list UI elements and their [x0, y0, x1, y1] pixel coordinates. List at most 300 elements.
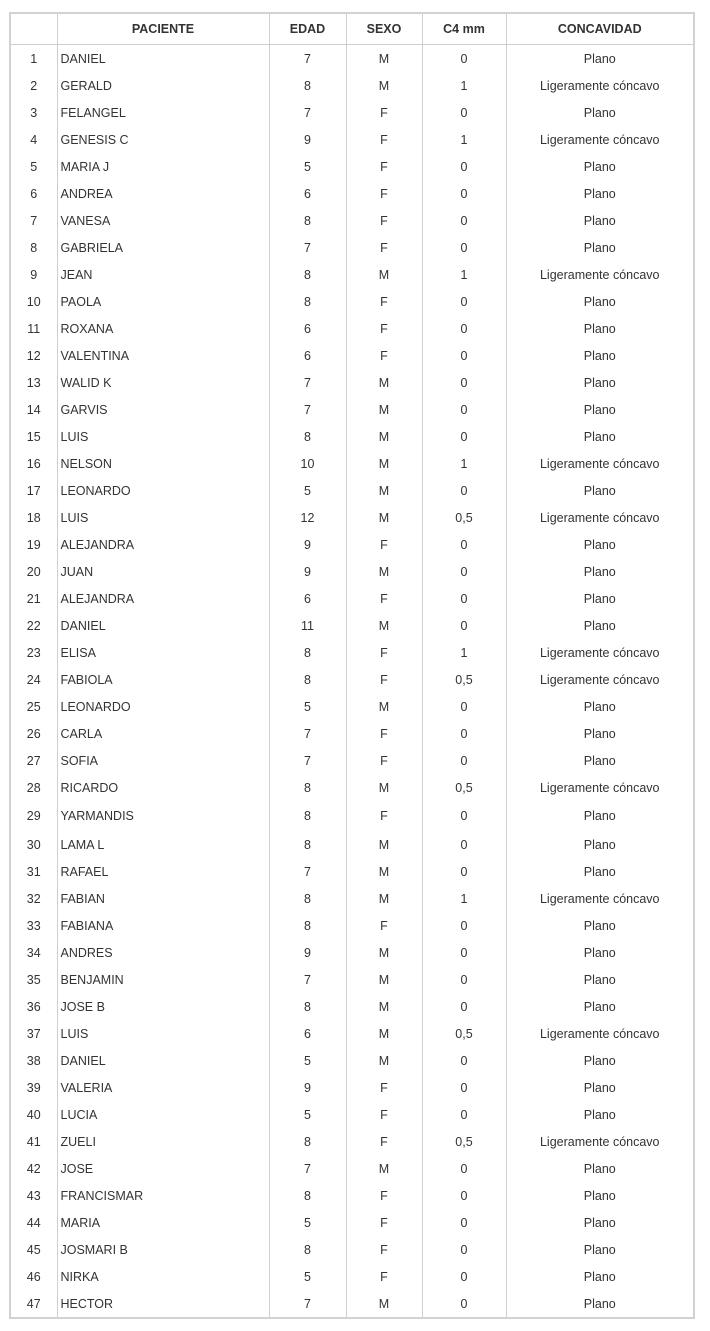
sex-cell: F	[346, 153, 422, 180]
patient-name: JOSMARI B	[57, 1236, 269, 1263]
c4-cell: 0	[422, 423, 506, 450]
sex-cell: M	[346, 885, 422, 912]
concavity-cell: Plano	[583, 402, 616, 417]
concavity-cell: Plano	[583, 240, 616, 255]
table-row	[11, 315, 693, 342]
c4-cell: 0	[422, 993, 506, 1020]
patient-name: HECTOR	[57, 1290, 269, 1317]
c4-cell: 0	[422, 477, 506, 504]
row-number: 1	[11, 45, 57, 73]
patient-name: ALEJANDRA	[57, 531, 269, 558]
concavity-cell: Plano	[583, 1188, 616, 1203]
row-number: 11	[11, 315, 57, 342]
c4-cell: 0	[422, 1074, 506, 1101]
patient-name: JOSE	[57, 1155, 269, 1182]
c4-cell: 0	[422, 720, 506, 747]
table-row	[11, 966, 693, 993]
age-cell: 9	[269, 126, 346, 153]
age-cell: 12	[269, 504, 346, 531]
patient-name: NIRKA	[57, 1263, 269, 1290]
row-number: 10	[11, 288, 57, 315]
table-row	[11, 1074, 693, 1101]
c4-cell: 0	[422, 939, 506, 966]
table-row	[11, 801, 693, 831]
table-row	[11, 1047, 693, 1074]
row-number: 9	[11, 261, 57, 288]
c4-cell: 0	[422, 912, 506, 939]
row-number: 22	[11, 612, 57, 639]
concavity-cell: Plano	[583, 1296, 616, 1311]
patient-name: RAFAEL	[57, 858, 269, 885]
sex-cell: M	[346, 450, 422, 477]
c4-cell: 0	[422, 99, 506, 126]
age-cell: 6	[269, 315, 346, 342]
header-sexo: SEXO	[346, 14, 422, 45]
c4-cell: 0	[422, 693, 506, 720]
sex-cell: F	[346, 585, 422, 612]
patient-name: FABIOLA	[57, 666, 269, 693]
concavity-cell: Plano	[583, 429, 616, 444]
patient-name: NELSON	[57, 450, 269, 477]
age-cell: 8	[269, 261, 346, 288]
sex-cell: F	[346, 342, 422, 369]
row-number: 20	[11, 558, 57, 585]
c4-cell: 0	[422, 342, 506, 369]
sex-cell: M	[346, 261, 422, 288]
sex-cell: F	[346, 639, 422, 666]
c4-cell: 0	[422, 288, 506, 315]
sex-cell: M	[346, 774, 422, 801]
concavity-cell: Plano	[583, 375, 616, 390]
c4-cell: 0	[422, 747, 506, 774]
sex-cell: F	[346, 99, 422, 126]
age-cell: 7	[269, 747, 346, 774]
sex-cell: M	[346, 993, 422, 1020]
sex-cell: M	[346, 858, 422, 885]
row-number: 33	[11, 912, 57, 939]
row-number: 5	[11, 153, 57, 180]
concavity-cell: Plano	[583, 699, 616, 714]
row-number: 14	[11, 396, 57, 423]
patient-name: MARIA	[57, 1209, 269, 1236]
row-number: 23	[11, 639, 57, 666]
age-cell: 8	[269, 1236, 346, 1263]
row-number: 26	[11, 720, 57, 747]
table-row	[11, 666, 693, 693]
patient-name: JUAN	[57, 558, 269, 585]
row-number: 37	[11, 1020, 57, 1047]
patient-name: ROXANA	[57, 315, 269, 342]
age-cell: 6	[269, 585, 346, 612]
age-cell: 5	[269, 153, 346, 180]
c4-cell: 0	[422, 45, 506, 73]
sex-cell: F	[346, 288, 422, 315]
concavity-cell: Plano	[583, 618, 616, 633]
table-row	[11, 1290, 693, 1317]
row-number: 30	[11, 831, 57, 858]
c4-cell: 1	[422, 126, 506, 153]
sex-cell: M	[346, 423, 422, 450]
table-row	[11, 885, 693, 912]
header-edad: EDAD	[269, 14, 346, 45]
table-row	[11, 1209, 693, 1236]
c4-cell: 1	[422, 885, 506, 912]
age-cell: 8	[269, 72, 346, 99]
patient-name: LUIS	[57, 1020, 269, 1047]
c4-cell: 0	[422, 369, 506, 396]
patient-name: PAOLA	[57, 288, 269, 315]
table-row	[11, 858, 693, 885]
table-row	[11, 180, 693, 207]
concavity-cell: Plano	[583, 1053, 616, 1068]
patient-table-container	[9, 12, 695, 1319]
age-cell: 8	[269, 993, 346, 1020]
row-number: 4	[11, 126, 57, 153]
age-cell: 9	[269, 531, 346, 558]
row-number: 43	[11, 1182, 57, 1209]
sex-cell: M	[346, 1047, 422, 1074]
age-cell: 7	[269, 369, 346, 396]
concavity-cell: Ligeramente cóncavo	[539, 645, 660, 660]
patient-name: ZUELI	[57, 1128, 269, 1155]
row-number: 8	[11, 234, 57, 261]
table-row	[11, 558, 693, 585]
concavity-cell: Plano	[583, 294, 616, 309]
concavity-cell: Plano	[583, 918, 616, 933]
age-cell: 10	[269, 450, 346, 477]
patient-name: DANIEL	[57, 45, 269, 73]
patient-name: VANESA	[57, 207, 269, 234]
c4-cell: 0	[422, 234, 506, 261]
age-cell: 5	[269, 1263, 346, 1290]
concavity-cell: Plano	[583, 726, 616, 741]
c4-cell: 0	[422, 858, 506, 885]
patient-name: MARIA J	[57, 153, 269, 180]
table-row	[11, 261, 693, 288]
sex-cell: F	[346, 126, 422, 153]
sex-cell: F	[346, 1209, 422, 1236]
row-number: 29	[11, 801, 57, 831]
sex-cell: F	[346, 207, 422, 234]
age-cell: 7	[269, 966, 346, 993]
row-number: 44	[11, 1209, 57, 1236]
row-number: 7	[11, 207, 57, 234]
table-row	[11, 939, 693, 966]
concavity-cell: Plano	[583, 348, 616, 363]
row-number: 34	[11, 939, 57, 966]
sex-cell: F	[346, 720, 422, 747]
sex-cell: M	[346, 939, 422, 966]
sex-cell: M	[346, 1155, 422, 1182]
age-cell: 8	[269, 801, 346, 831]
patient-name: FRANCISMAR	[57, 1182, 269, 1209]
row-number: 15	[11, 423, 57, 450]
table-row	[11, 1128, 693, 1155]
row-number: 2	[11, 72, 57, 99]
c4-cell: 1	[422, 261, 506, 288]
age-cell: 9	[269, 939, 346, 966]
patient-name: VALERIA	[57, 1074, 269, 1101]
c4-cell: 0	[422, 831, 506, 858]
c4-cell: 0,5	[422, 666, 506, 693]
age-cell: 8	[269, 666, 346, 693]
age-cell: 8	[269, 885, 346, 912]
c4-cell: 0	[422, 1155, 506, 1182]
age-cell: 5	[269, 693, 346, 720]
age-cell: 8	[269, 1128, 346, 1155]
age-cell: 9	[269, 1074, 346, 1101]
c4-cell: 0	[422, 585, 506, 612]
age-cell: 6	[269, 180, 346, 207]
c4-cell: 0	[422, 612, 506, 639]
age-cell: 8	[269, 1182, 346, 1209]
row-number: 24	[11, 666, 57, 693]
patient-name: ELISA	[57, 639, 269, 666]
concavity-cell: Plano	[583, 564, 616, 579]
sex-cell: M	[346, 396, 422, 423]
table-row	[11, 693, 693, 720]
age-cell: 8	[269, 912, 346, 939]
row-number: 41	[11, 1128, 57, 1155]
sex-cell: F	[346, 747, 422, 774]
patient-name: LEONARDO	[57, 477, 269, 504]
concavity-cell: Plano	[583, 159, 616, 174]
patient-name: CARLA	[57, 720, 269, 747]
concavity-cell: Plano	[583, 51, 616, 66]
c4-cell: 0	[422, 153, 506, 180]
row-number: 25	[11, 693, 57, 720]
sex-cell: M	[346, 477, 422, 504]
age-cell: 8	[269, 423, 346, 450]
table-row	[11, 45, 693, 73]
concavity-cell: Plano	[583, 1161, 616, 1176]
c4-cell: 0	[422, 207, 506, 234]
age-cell: 7	[269, 720, 346, 747]
sex-cell: M	[346, 612, 422, 639]
age-cell: 7	[269, 45, 346, 73]
c4-cell: 0	[422, 1236, 506, 1263]
sex-cell: M	[346, 1290, 422, 1317]
concavity-cell: Plano	[583, 753, 616, 768]
concavity-cell: Plano	[583, 837, 616, 852]
c4-cell: 0	[422, 801, 506, 831]
table-row	[11, 207, 693, 234]
table-row	[11, 477, 693, 504]
age-cell: 5	[269, 1101, 346, 1128]
row-number: 46	[11, 1263, 57, 1290]
concavity-cell: Plano	[583, 809, 616, 823]
patient-name: GARVIS	[57, 396, 269, 423]
row-number: 18	[11, 504, 57, 531]
table-row	[11, 99, 693, 126]
c4-cell: 0,5	[422, 774, 506, 801]
sex-cell: F	[346, 1263, 422, 1290]
sex-cell: M	[346, 1020, 422, 1047]
patient-name: LAMA L	[57, 831, 269, 858]
patient-name: DANIEL	[57, 612, 269, 639]
age-cell: 11	[269, 612, 346, 639]
concavity-cell: Plano	[583, 1269, 616, 1284]
header-c4: C4 mm	[422, 14, 506, 45]
concavity-cell: Ligeramente cóncavo	[539, 672, 660, 687]
row-number: 31	[11, 858, 57, 885]
patient-name: ALEJANDRA	[57, 585, 269, 612]
age-cell: 8	[269, 207, 346, 234]
sex-cell: F	[346, 180, 422, 207]
sex-cell: M	[346, 966, 422, 993]
c4-cell: 1	[422, 450, 506, 477]
c4-cell: 0	[422, 1182, 506, 1209]
sex-cell: F	[346, 531, 422, 558]
row-number: 17	[11, 477, 57, 504]
table-row	[11, 72, 693, 99]
age-cell: 7	[269, 234, 346, 261]
age-cell: 7	[269, 99, 346, 126]
row-number: 39	[11, 1074, 57, 1101]
patient-name: JEAN	[57, 261, 269, 288]
c4-cell: 0,5	[422, 1020, 506, 1047]
concavity-cell: Plano	[583, 186, 616, 201]
sex-cell: F	[346, 912, 422, 939]
concavity-cell: Ligeramente cóncavo	[539, 456, 660, 471]
table-row	[11, 126, 693, 153]
concavity-cell: Ligeramente cóncavo	[539, 891, 660, 906]
concavity-cell: Plano	[583, 999, 616, 1014]
patient-name: GENESIS C	[57, 126, 269, 153]
sex-cell: F	[346, 1182, 422, 1209]
patient-name: GERALD	[57, 72, 269, 99]
table-row	[11, 1263, 693, 1290]
age-cell: 6	[269, 342, 346, 369]
sex-cell: F	[346, 315, 422, 342]
table-row	[11, 1020, 693, 1047]
table-row	[11, 396, 693, 423]
concavity-cell: Plano	[583, 1080, 616, 1095]
sex-cell: M	[346, 558, 422, 585]
table-row	[11, 450, 693, 477]
table-row	[11, 831, 693, 858]
c4-cell: 1	[422, 72, 506, 99]
age-cell: 7	[269, 396, 346, 423]
c4-cell: 0	[422, 1047, 506, 1074]
table-row	[11, 1182, 693, 1209]
patient-name: LUIS	[57, 504, 269, 531]
row-number: 42	[11, 1155, 57, 1182]
patient-name: JOSE B	[57, 993, 269, 1020]
row-number: 3	[11, 99, 57, 126]
table-row	[11, 423, 693, 450]
c4-cell: 0	[422, 531, 506, 558]
patient-name: LUIS	[57, 423, 269, 450]
patient-name: BENJAMIN	[57, 966, 269, 993]
table-row	[11, 234, 693, 261]
row-number: 36	[11, 993, 57, 1020]
patient-name: FABIANA	[57, 912, 269, 939]
table-row	[11, 504, 693, 531]
sex-cell: M	[346, 831, 422, 858]
concavity-cell: Plano	[583, 105, 616, 120]
table-row	[11, 288, 693, 315]
sex-cell: F	[346, 1236, 422, 1263]
patient-table	[11, 14, 693, 1317]
table-row	[11, 747, 693, 774]
concavity-cell: Plano	[583, 537, 616, 552]
patient-name: VALENTINA	[57, 342, 269, 369]
concavity-cell: Ligeramente cóncavo	[539, 1026, 660, 1041]
table-row	[11, 639, 693, 666]
table-row	[11, 612, 693, 639]
sex-cell: F	[346, 1074, 422, 1101]
table-row	[11, 912, 693, 939]
concavity-cell: Plano	[583, 1107, 616, 1122]
row-number: 45	[11, 1236, 57, 1263]
patient-name: DANIEL	[57, 1047, 269, 1074]
concavity-cell: Plano	[583, 945, 616, 960]
age-cell: 7	[269, 1155, 346, 1182]
age-cell: 9	[269, 558, 346, 585]
patient-name: ANDRES	[57, 939, 269, 966]
concavity-cell: Plano	[583, 1215, 616, 1230]
sex-cell: M	[346, 369, 422, 396]
row-number: 47	[11, 1290, 57, 1317]
table-row	[11, 774, 693, 801]
c4-cell: 0	[422, 1209, 506, 1236]
table-row	[11, 585, 693, 612]
concavity-cell: Plano	[583, 321, 616, 336]
sex-cell: M	[346, 693, 422, 720]
age-cell: 5	[269, 1047, 346, 1074]
age-cell: 6	[269, 1020, 346, 1047]
sex-cell: M	[346, 72, 422, 99]
concavity-cell: Ligeramente cóncavo	[539, 78, 660, 93]
concavity-cell: Plano	[583, 213, 616, 228]
patient-name: RICARDO	[57, 774, 269, 801]
patient-name: YARMANDIS	[57, 801, 269, 831]
c4-cell: 0	[422, 315, 506, 342]
age-cell: 7	[269, 1290, 346, 1317]
concavity-cell: Plano	[583, 591, 616, 606]
table-row	[11, 531, 693, 558]
table-row	[11, 1155, 693, 1182]
concavity-cell: Ligeramente cóncavo	[539, 267, 660, 282]
row-number: 16	[11, 450, 57, 477]
concavity-cell: Ligeramente cóncavo	[539, 1134, 660, 1149]
age-cell: 5	[269, 1209, 346, 1236]
sex-cell: F	[346, 234, 422, 261]
table-row	[11, 369, 693, 396]
sex-cell: F	[346, 1101, 422, 1128]
table-row	[11, 720, 693, 747]
row-number: 21	[11, 585, 57, 612]
table-row	[11, 153, 693, 180]
table-row	[11, 1236, 693, 1263]
c4-cell: 0	[422, 1101, 506, 1128]
concavity-cell: Plano	[583, 1242, 616, 1257]
c4-cell: 0,5	[422, 504, 506, 531]
patient-name: ANDREA	[57, 180, 269, 207]
sex-cell: F	[346, 1128, 422, 1155]
patient-name: LEONARDO	[57, 693, 269, 720]
row-number: 13	[11, 369, 57, 396]
c4-cell: 0	[422, 180, 506, 207]
c4-cell: 0	[422, 558, 506, 585]
row-number: 40	[11, 1101, 57, 1128]
table-header-row	[11, 14, 693, 45]
sex-cell: F	[346, 801, 422, 831]
c4-cell: 0,5	[422, 1128, 506, 1155]
table-row	[11, 993, 693, 1020]
sex-cell: F	[346, 666, 422, 693]
